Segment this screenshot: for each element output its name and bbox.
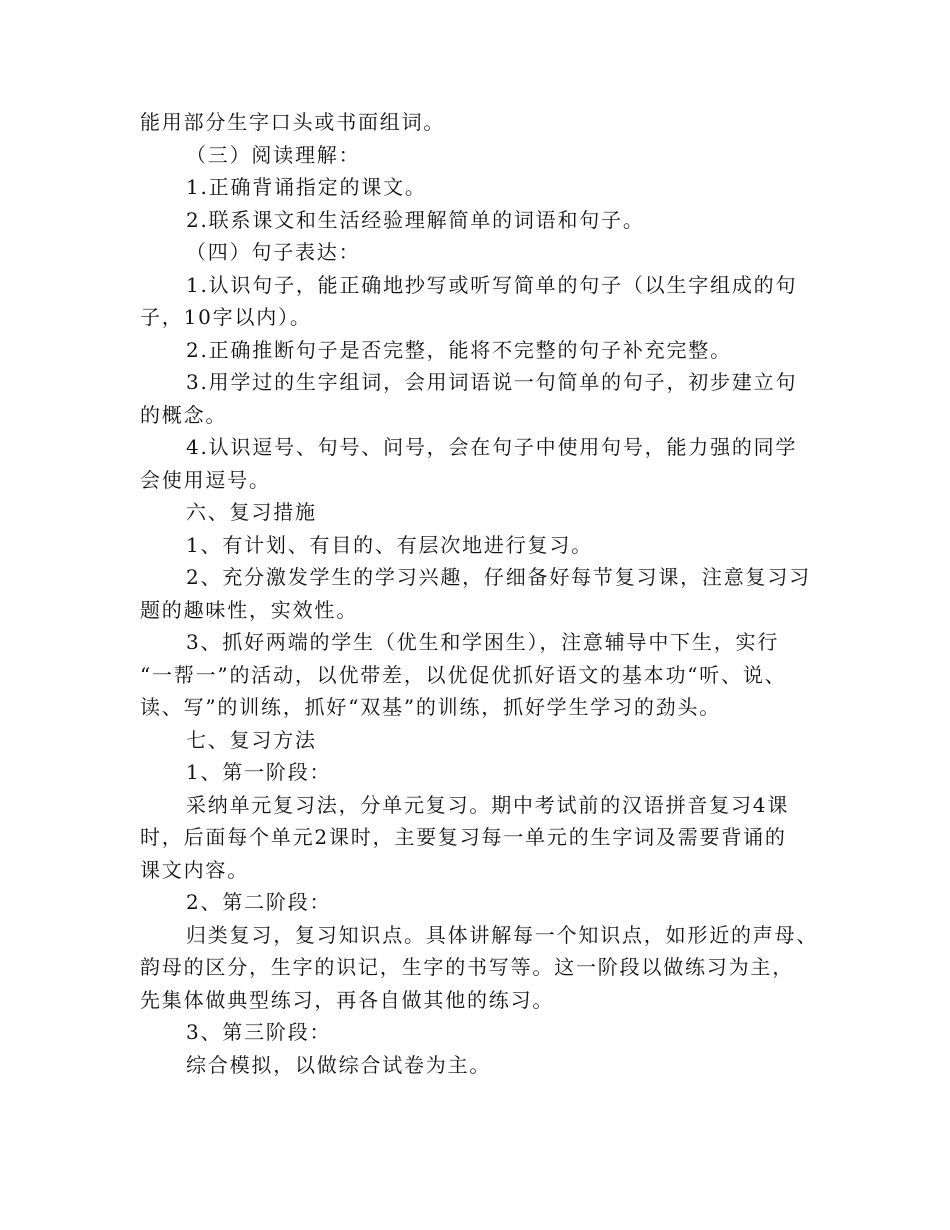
- section-heading: （三）阅读理解：: [186, 142, 361, 167]
- text-line: 韵母的区分，生字的识记，生字的书写等。这一阶段以做练习为主，: [140, 955, 794, 979]
- stage-heading: 1、第一阶段：: [186, 760, 332, 784]
- stage-heading: 3、第三阶段：: [186, 1020, 332, 1044]
- text-line: 先集体做典型练习，再各自做其他的练习。: [140, 987, 555, 1012]
- section-heading: 六、复习措施: [186, 500, 317, 524]
- list-item: 3.用学过的生字组词，会用词语说一句简单的句子，初步建立句: [186, 370, 798, 394]
- section-heading: （四）句子表达：: [186, 240, 361, 264]
- list-item: 2.正确推断句子是否完整，能将不完整的句子补充完整。: [186, 337, 732, 362]
- list-item: 2.联系课文和生活经验理解简单的词语和句子。: [186, 207, 645, 232]
- text-line: 题的趣味性，实效性。: [140, 597, 358, 622]
- list-item: 1、有计划、有目的、有层次地进行复习。: [186, 532, 593, 557]
- text-line: 能用部分生字口头或书面组词。: [140, 110, 446, 134]
- stage-heading: 2、第二阶段：: [186, 890, 332, 914]
- list-item: 4.认识逗号、句号、问号，会在句子中使用句号，能力强的同学: [186, 435, 798, 459]
- text-line: 采纳单元复习法，分单元复习。期中考试前的汉语拼音复习4课: [186, 792, 790, 817]
- section-heading: 七、复习方法: [186, 727, 317, 752]
- document-body: [140, 106, 819, 1081]
- list-item: 1.认识句子，能正确地抄写或听写简单的句子（以生字组成的句: [186, 272, 798, 297]
- text-line: 综合模拟，以做综合试卷为主。: [186, 1052, 492, 1077]
- text-line: 的概念。: [140, 402, 228, 427]
- list-item: 2、充分激发学生的学习兴趣，仔细备好每节复习课，注意复习习: [186, 565, 811, 589]
- text-line: “一帮一”的活动，以优带差，以优促优抓好语文的基本功“听、说、: [140, 662, 787, 687]
- list-item: 1.正确背诵指定的课文。: [186, 175, 427, 199]
- list-item: 3、抓好两端的学生（优生和学困生），注意辅导中下生，实行: [186, 630, 780, 654]
- text-line: 会使用逗号。: [140, 467, 271, 492]
- text-line: 读、写”的训练，抓好“双基”的训练，抓好学生学习的劲头。: [140, 695, 722, 719]
- text-line: 归类复习，复习知识点。具体讲解每一个知识点，如形近的声母、: [186, 922, 819, 947]
- text-line: 课文内容。: [140, 857, 249, 882]
- text-line: 时，后面每个单元2课时，主要复习每一单元的生字词及需要背诵的: [140, 825, 787, 849]
- text-line: 子，10字以内）。: [140, 305, 312, 329]
